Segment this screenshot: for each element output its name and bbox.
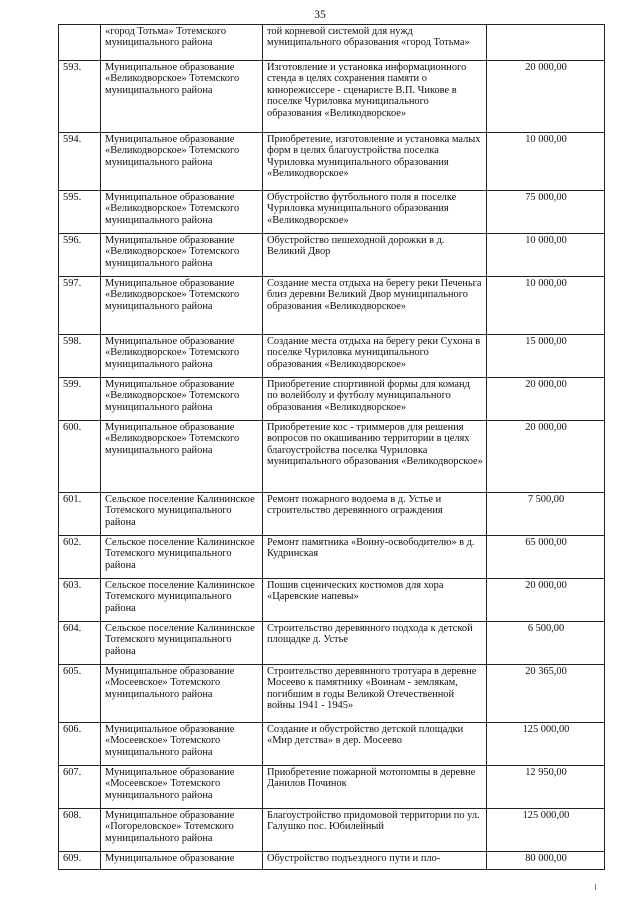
recipient-cell: Муниципальное образование «Великодворское» Тотемского муниципального района — [101, 234, 263, 277]
table-body — [59, 25, 605, 870]
recipient-cell: Муниципальное образование «Погореловское» Тотемского муниципального района — [101, 809, 263, 852]
description-cell: Изготовление и установка информационного стенда в целях сохранения памяти о кинорежиссере - сценаристе В.П. Чикове в поселке Чуриловка муниципального образования «Великодворское» — [263, 61, 487, 133]
recipient-cell: Муниципальное образование «Великодворское» Тотемского муниципального района — [101, 191, 263, 234]
table-row — [59, 335, 605, 378]
row-number: 597. — [59, 277, 101, 335]
recipient-cell: Муниципальное образование «Великодворское» Тотемского муниципального района — [101, 378, 263, 421]
row-number: 608. — [59, 809, 101, 852]
row-number: 601. — [59, 493, 101, 536]
recipient-cell: «город Тотьма» Тотемского муниципального района — [101, 25, 263, 61]
description-cell: Создание и обустройство детской площадки «Мир детства» в дер. Мосеево — [263, 723, 487, 766]
description-cell: Ремонт памятника «Воину-освободителю» в д. Кудринская — [263, 536, 487, 579]
row-number: 605. — [59, 665, 101, 723]
table-row — [59, 133, 605, 191]
row-number: 607. — [59, 766, 101, 809]
description-cell: Пошив сценических костюмов для хора «Царевские напевы» — [263, 579, 487, 622]
table-row — [59, 421, 605, 493]
recipient-cell: Муниципальное образование — [101, 852, 263, 870]
table-row — [59, 61, 605, 133]
row-number: 594. — [59, 133, 101, 191]
recipient-cell: Сельское поселение Калининское Тотемского муниципального района — [101, 579, 263, 622]
row-number: 595. — [59, 191, 101, 234]
amount-cell: 10 000,00 — [487, 234, 605, 277]
row-number: 598. — [59, 335, 101, 378]
recipient-cell: Муниципальное образование «Великодворское» Тотемского муниципального района — [101, 133, 263, 191]
row-number: 604. — [59, 622, 101, 665]
description-cell: Создание места отдыха на берегу реки Сухона в поселке Чуриловка муниципального образования «Великодворское» — [263, 335, 487, 378]
allocation-table — [58, 24, 605, 870]
amount-cell — [487, 25, 605, 61]
row-number: 593. — [59, 61, 101, 133]
row-number — [59, 25, 101, 61]
table-row — [59, 579, 605, 622]
description-cell: Создание места отдыха на берегу реки Печеньга близ деревни Великий Двор муниципального образования «Великодворское» — [263, 277, 487, 335]
description-cell: Благоустройство придомовой территории по ул. Галушко пос. Юбилейный — [263, 809, 487, 852]
amount-cell: 20 000,00 — [487, 378, 605, 421]
row-number: 596. — [59, 234, 101, 277]
amount-cell: 12 950,00 — [487, 766, 605, 809]
recipient-cell: Муниципальное образование «Мосеевское» Тотемского муниципального района — [101, 723, 263, 766]
description-cell: Приобретение пожарной мотопомпы в деревне Данилов Починок — [263, 766, 487, 809]
table-row — [59, 622, 605, 665]
description-cell: Строительство деревянного подхода к детской площадке д. Устье — [263, 622, 487, 665]
amount-cell: 65 000,00 — [487, 536, 605, 579]
amount-cell: 6 500,00 — [487, 622, 605, 665]
table-row — [59, 378, 605, 421]
table-row — [59, 536, 605, 579]
recipient-cell: Муниципальное образование «Мосеевское» Тотемского муниципального района — [101, 766, 263, 809]
amount-cell: 75 000,00 — [487, 191, 605, 234]
table-row — [59, 766, 605, 809]
recipient-cell: Муниципальное образование «Мосеевское» Тотемского муниципального района — [101, 665, 263, 723]
amount-cell: 7 500,00 — [487, 493, 605, 536]
table-row — [59, 723, 605, 766]
amount-cell: 20 000,00 — [487, 579, 605, 622]
table-row — [59, 277, 605, 335]
recipient-cell: Муниципальное образование «Великодворское» Тотемского муниципального района — [101, 335, 263, 378]
amount-cell: 20 000,00 — [487, 61, 605, 133]
description-cell: Строительство деревянного тротуара в деревне Мосеево к памятнику «Воинам - землякам, погибшим в годы Великой Отечественной войны 1941 - 1945» — [263, 665, 487, 723]
scan-mark — [595, 884, 596, 890]
recipient-cell: Сельское поселение Калининское Тотемского муниципального района — [101, 493, 263, 536]
row-number: 602. — [59, 536, 101, 579]
amount-cell: 125 000,00 — [487, 723, 605, 766]
amount-cell: 20 000,00 — [487, 421, 605, 493]
description-cell: Приобретение, изготовление и установка малых форм в целях благоустройства поселка Чуриловка муниципального образования «Великодворское» — [263, 133, 487, 191]
description-cell: Ремонт пожарного водоема в д. Устье и строительство деревянного ограждения — [263, 493, 487, 536]
table-row — [59, 809, 605, 852]
row-number: 603. — [59, 579, 101, 622]
amount-cell: 15 000,00 — [487, 335, 605, 378]
row-number: 606. — [59, 723, 101, 766]
description-cell: Обустройство подъездного пути и пло- — [263, 852, 487, 870]
page-number: 35 — [314, 9, 326, 21]
recipient-cell: Муниципальное образование «Великодворское» Тотемского муниципального района — [101, 61, 263, 133]
table-row — [59, 665, 605, 723]
description-cell: той корневой системой для нужд муниципального образования «город Тотьма» — [263, 25, 487, 61]
row-number: 609. — [59, 852, 101, 870]
description-cell: Обустройство пешеходной дорожки в д. Великий Двор — [263, 234, 487, 277]
recipient-cell: Муниципальное образование «Великодворское» Тотемского муниципального района — [101, 277, 263, 335]
table-row — [59, 493, 605, 536]
table-row — [59, 191, 605, 234]
description-cell: Обустройство футбольного поля в поселке Чуриловка муниципального образования «Великодворское» — [263, 191, 487, 234]
amount-cell: 10 000,00 — [487, 133, 605, 191]
amount-cell: 125 000,00 — [487, 809, 605, 852]
table-row — [59, 852, 605, 870]
amount-cell: 20 365,00 — [487, 665, 605, 723]
description-cell: Приобретение спортивной формы для команд по волейболу и футболу муниципального образования «Великодворское» — [263, 378, 487, 421]
recipient-cell: Сельское поселение Калининское Тотемского муниципального района — [101, 536, 263, 579]
description-cell: Приобретение кос - триммеров для решения вопросов по окашиванию территории в целях благоустройства поселка Чуриловка муниципального образования «Великодворское» — [263, 421, 487, 493]
table-row — [59, 234, 605, 277]
row-number: 600. — [59, 421, 101, 493]
recipient-cell: Сельское поселение Калининское Тотемского муниципального района — [101, 622, 263, 665]
row-number: 599. — [59, 378, 101, 421]
amount-cell: 10 000,00 — [487, 277, 605, 335]
table-row — [59, 25, 605, 61]
amount-cell: 80 000,00 — [487, 852, 605, 870]
recipient-cell: Муниципальное образование «Великодворское» Тотемского муниципального района — [101, 421, 263, 493]
